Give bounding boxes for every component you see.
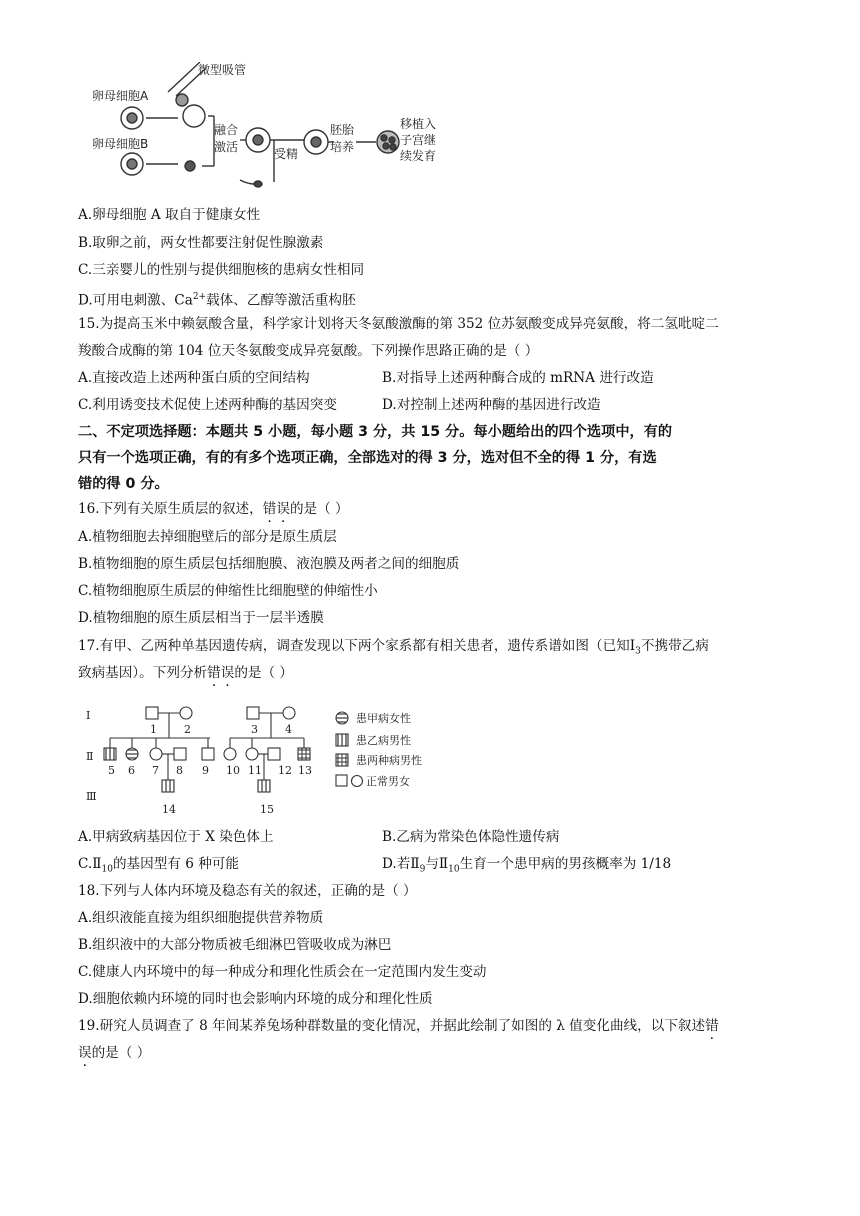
q15-option-c: C.利用诱变技术促使上述两种酶的基因突变 — [78, 397, 337, 413]
svg-text:患两种病男性: 患两种病男性 — [356, 754, 422, 767]
q15-stem-line1: 15.为提高玉米中赖氨酸含量，科学家计划将天冬氨酸激酶的第 352 位苏氨酸变成异亮氨酸，将二氢吡啶二 — [78, 316, 719, 332]
q18-option-a: A.组织液能直接为组织细胞提供营养物质 — [78, 910, 324, 926]
q14-option-c: C.三亲婴儿的性别与提供细胞核的患病女性相同 — [78, 262, 365, 278]
q18-option-b: B.组织液中的大部分物质被毛细淋巴管吸收成为淋巴 — [78, 937, 392, 953]
q14-option-d: D.可用电刺激、$Ca^{2+}$载体、乙醇等激活重构胚 — [78, 292, 356, 309]
q14-option-b: B.取卵之前，两女性都要注射促性腺激素 — [78, 235, 324, 251]
label-transplant-1: 移植入 — [400, 117, 437, 131]
section2-heading-line1: 二、不定项选择题：本题共 5 小题，每小题 3 分，共 15 分。每小题给出的四个选项中，有的 — [78, 424, 673, 440]
svg-text:13: 13 — [298, 764, 312, 777]
section2-heading-line3: 错的得 0 分。 — [78, 476, 169, 492]
label-embryo: 胚胎 — [330, 123, 355, 137]
label-culture: 培养 — [330, 140, 355, 154]
label-oocyte-b: 卵母细胞B — [92, 137, 149, 151]
label-transplant-3: 续发育 — [400, 149, 437, 163]
q18-stem: 18.下列与人体内环境及稳态有关的叙述，正确的是（ ） — [78, 883, 417, 899]
q18-option-d: D.细胞依赖内环境的同时也会影响内环境的成分和理化性质 — [78, 991, 433, 1007]
q16-option-b: B.植物细胞的原生质层包括细胞膜、液泡膜及两者之间的细胞质 — [78, 556, 460, 572]
svg-text:7: 7 — [152, 764, 159, 777]
svg-text:2: 2 — [184, 723, 191, 736]
label-fertilization: 受精 — [274, 147, 299, 161]
svg-text:3: 3 — [251, 723, 258, 736]
label-activation: 激活 — [214, 140, 239, 154]
q15-option-d: D.对控制上述两种酶的基因进行改造 — [382, 397, 601, 413]
q18-option-c: C.健康人内环境中的每一种成分和理化性质会在一定范围内发生变动 — [78, 964, 487, 980]
q17-stem-line1: 17.有甲、乙两种单基因遗传病，调查发现以下两个家系都有相关患者，遗传系谱如图（已知$Ⅰ_3$不携带乙病 — [78, 638, 709, 657]
svg-text:9: 9 — [202, 764, 209, 777]
label-transplant-2: 子宫继 — [400, 133, 437, 147]
q15-option-a: A.直接改造上述两种蛋白质的空间结构 — [78, 370, 310, 386]
svg-text:Ⅲ: Ⅲ — [86, 790, 97, 803]
q17-option-d: D.若$Ⅱ_9$与$Ⅱ_{10}$生育一个患甲病的男孩概率为 1/18 — [382, 856, 672, 875]
svg-text:8: 8 — [176, 764, 183, 777]
svg-text:10: 10 — [226, 764, 240, 777]
svg-text:正常男女: 正常男女 — [366, 775, 410, 788]
label-pipette: 微型吸管 — [198, 63, 247, 77]
label-oocyte-a: 卵母细胞A — [92, 89, 149, 103]
label-fusion: 融合 — [214, 123, 239, 137]
three-parent-baby-diagram — [90, 62, 450, 200]
q16-option-c: C.植物细胞原生质层的伸缩性比细胞壁的伸缩性小 — [78, 583, 378, 599]
q16-option-a: A.植物细胞去掉细胞壁后的部分是原生质层 — [78, 529, 337, 545]
q17-option-c: $C.Ⅱ_{10}$的基因型有 6 种可能 — [78, 856, 239, 875]
svg-text:患甲病女性: 患甲病女性 — [356, 712, 411, 725]
q19-stem-line1: 19.研究人员调查了 8 年间某养兔场种群数量的变化情况，并据此绘制了如图的 λ 值变化曲线，以下叙述错 — [78, 1018, 719, 1034]
pedigree-chart — [80, 700, 450, 815]
svg-text:11: 11 — [248, 764, 262, 777]
q16-option-d: D.植物细胞的原生质层相当于一层半透膜 — [78, 610, 324, 626]
svg-text:Ⅱ: Ⅱ — [86, 750, 94, 763]
q15-option-b: B.对指导上述两种酶合成的 mRNA 进行改造 — [382, 370, 654, 386]
svg-text:14: 14 — [162, 803, 176, 815]
svg-text:患乙病男性: 患乙病男性 — [356, 734, 411, 747]
svg-text:15: 15 — [260, 803, 274, 815]
q15-stem-line2: 羧酸合成酶的第 104 位天冬氨酸变成异亮氨酸。下列操作思路正确的是（ ） — [78, 343, 539, 359]
svg-text:6: 6 — [128, 764, 135, 777]
svg-text:Ⅰ: Ⅰ — [86, 709, 91, 722]
q17-option-b: B.乙病为常染色体隐性遗传病 — [382, 829, 560, 845]
section2-heading-line2: 只有一个选项正确，有的有多个选项正确，全部选对的得 3 分，选对但不全的得 1 分，有选 — [78, 450, 657, 466]
q17-option-a: A.甲病致病基因位于 X 染色体上 — [78, 829, 274, 845]
q14-option-a: A.卵母细胞 A 取自于健康女性 — [78, 207, 261, 223]
svg-text:1: 1 — [150, 723, 157, 736]
svg-text:4: 4 — [285, 723, 292, 736]
q17-stem-line2: 致病基因）。下列分析错误的是（ ） — [78, 665, 294, 681]
q19-stem-line2: 误的是（ ） — [78, 1045, 151, 1061]
q16-stem: 16.下列有关原生质层的叙述，错误的是（ ） — [78, 501, 349, 517]
svg-text:5: 5 — [108, 764, 115, 777]
svg-text:12: 12 — [278, 764, 292, 777]
